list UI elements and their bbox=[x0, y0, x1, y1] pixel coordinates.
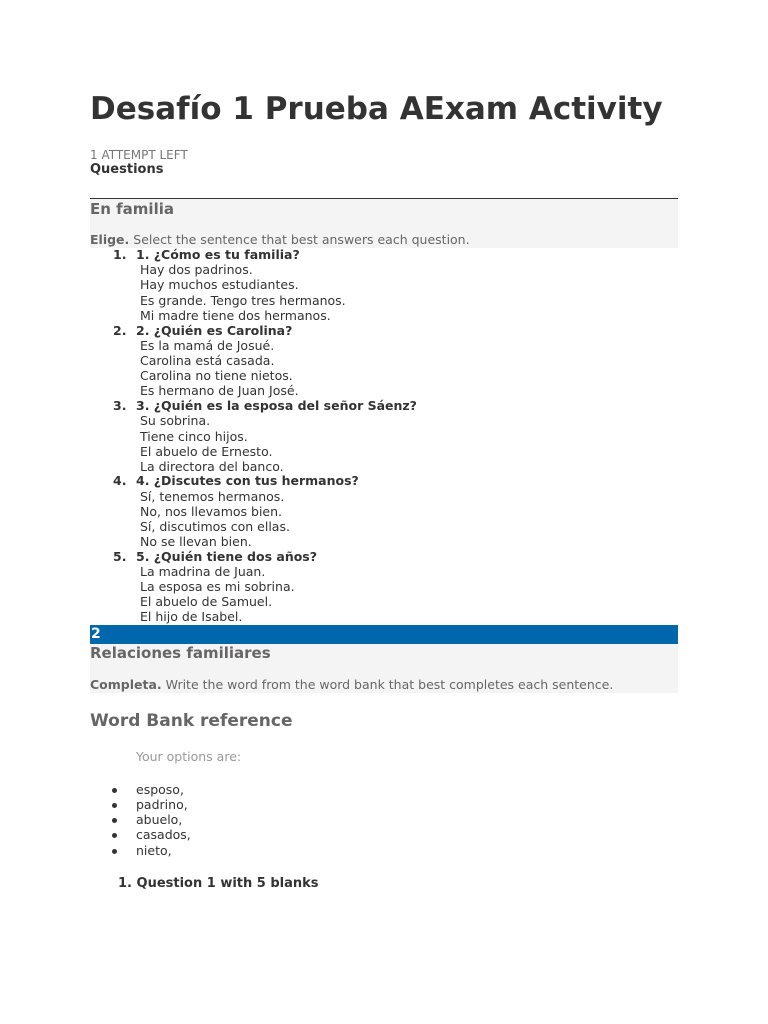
section-2-number-band: 2 bbox=[90, 625, 678, 644]
answer-option[interactable]: Hay muchos estudiantes. bbox=[140, 277, 299, 292]
answer-option[interactable]: Carolina no tiene nietos. bbox=[140, 368, 293, 383]
word-bank-item: esposo, bbox=[136, 782, 184, 797]
answer-option[interactable]: La directora del banco. bbox=[140, 459, 284, 474]
attempts-remaining: 1 ATTEMPT LEFT bbox=[90, 148, 188, 162]
word-bank-item: casados, bbox=[136, 827, 191, 842]
answer-option[interactable]: Es la mamá de Josué. bbox=[140, 338, 275, 353]
answer-option[interactable]: Sí, tenemos hermanos. bbox=[140, 489, 285, 504]
page-title: Desafío 1 Prueba AExam Activity bbox=[90, 91, 663, 127]
section-2-instruction-text: Write the word from the word bank that best completes each sentence. bbox=[165, 677, 614, 692]
bullet-icon bbox=[112, 803, 117, 808]
question-text: 5. ¿Quién tiene dos años? bbox=[136, 549, 317, 564]
answer-option[interactable]: Es hermano de Juan José. bbox=[140, 383, 299, 398]
word-bank-item: nieto, bbox=[136, 843, 172, 858]
word-bank-intro: Your options are: bbox=[136, 749, 242, 764]
section-2-title: Relaciones familiares bbox=[90, 644, 271, 662]
question-number: 3. bbox=[113, 398, 127, 413]
answer-option[interactable]: Sí, discutimos con ellas. bbox=[140, 519, 290, 534]
section-1-instruction-text: Select the sentence that best answers each question. bbox=[133, 232, 470, 247]
question-text: 4. ¿Discutes con tus hermanos? bbox=[136, 473, 359, 488]
bullet-icon bbox=[112, 849, 117, 854]
answer-option[interactable]: Mi madre tiene dos hermanos. bbox=[140, 308, 331, 323]
answer-option[interactable]: El hijo de Isabel. bbox=[140, 609, 243, 624]
word-bank-item: abuelo, bbox=[136, 812, 183, 827]
bullet-icon bbox=[112, 833, 117, 838]
answer-option[interactable]: La madrina de Juan. bbox=[140, 564, 266, 579]
section-1-instruction bbox=[90, 232, 470, 247]
question-text: 3. ¿Quién es la esposa del señor Sáenz? bbox=[136, 398, 417, 413]
answer-option[interactable]: Carolina está casada. bbox=[140, 353, 275, 368]
answer-option[interactable]: El abuelo de Ernesto. bbox=[140, 444, 273, 459]
answer-option[interactable]: No se llevan bien. bbox=[140, 534, 252, 549]
answer-option[interactable]: Hay dos padrinos. bbox=[140, 262, 253, 277]
bullet-icon bbox=[112, 788, 117, 793]
answer-option[interactable]: La esposa es mi sobrina. bbox=[140, 579, 295, 594]
question-text: 2. ¿Quién es Carolina? bbox=[136, 323, 293, 338]
answer-option[interactable]: Su sobrina. bbox=[140, 413, 211, 428]
question-number: 5. bbox=[113, 549, 127, 564]
section-1-title: En familia bbox=[90, 200, 174, 218]
bullet-icon bbox=[112, 818, 117, 823]
answer-option[interactable]: Es grande. Tengo tres hermanos. bbox=[140, 293, 346, 308]
question-number: 4. bbox=[113, 473, 127, 488]
answer-option[interactable]: El abuelo de Samuel. bbox=[140, 594, 273, 609]
question-1-label-text: Question 1 with 5 blanks bbox=[136, 876, 319, 891]
answer-option[interactable]: Tiene cinco hijos. bbox=[140, 429, 248, 444]
questions-label: Questions bbox=[90, 162, 164, 177]
question-1-label: 1. Question 1 with 5 blanks bbox=[118, 876, 319, 891]
question-number: 1. bbox=[113, 247, 127, 262]
word-bank-title: Word Bank reference bbox=[90, 711, 293, 731]
question-text: 1. ¿Cómo es tu familia? bbox=[136, 247, 300, 262]
answer-option[interactable]: No, nos llevamos bien. bbox=[140, 504, 282, 519]
section-1-instruction-lead: Elige. bbox=[90, 232, 130, 247]
section-2-instruction-lead: Completa. bbox=[90, 677, 162, 692]
section-2-instruction bbox=[90, 677, 613, 692]
word-bank-item: padrino, bbox=[136, 797, 188, 812]
question-number: 2. bbox=[113, 323, 127, 338]
